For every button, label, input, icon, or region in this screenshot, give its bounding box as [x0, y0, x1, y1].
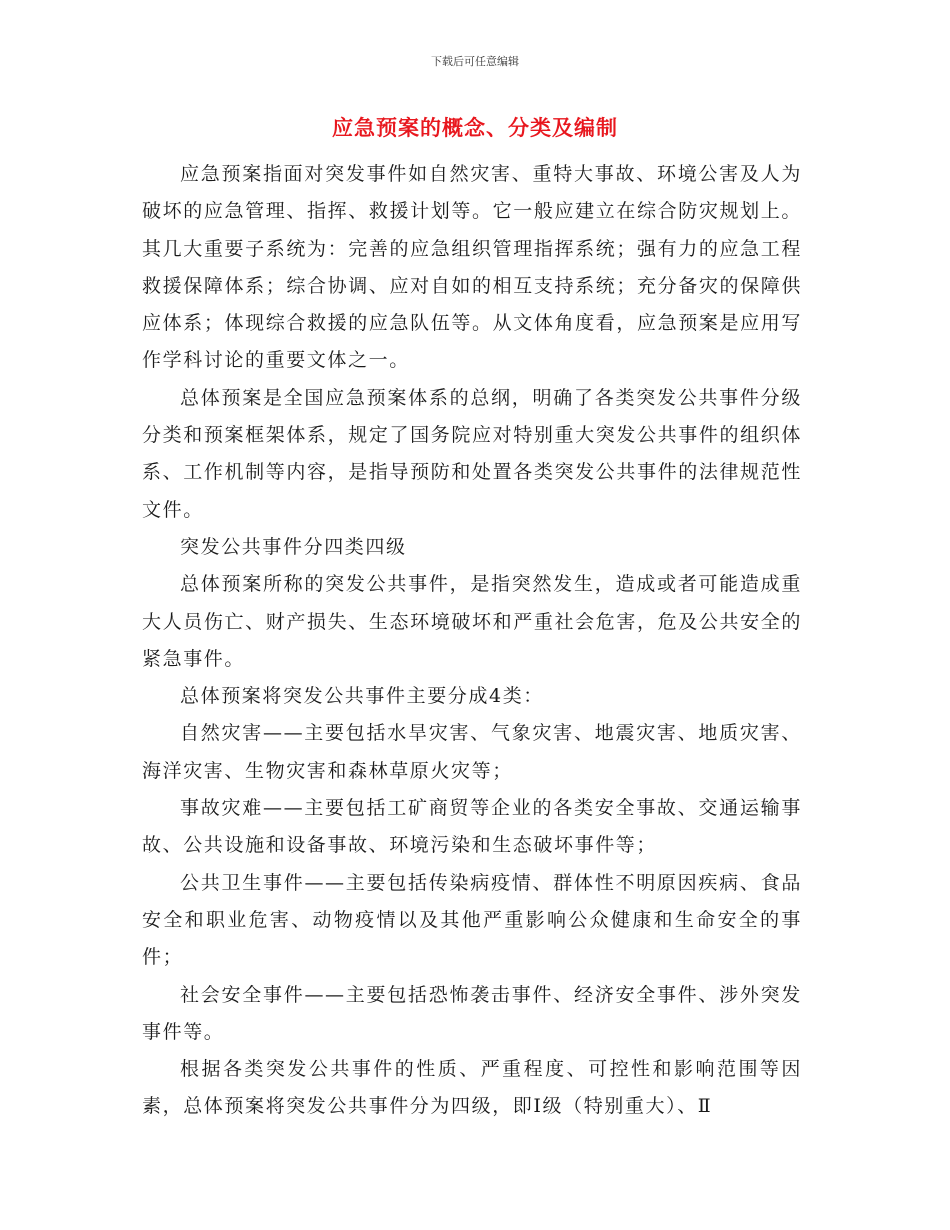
paragraph-event-definition: 总体预案所称的突发公共事件，是指突然发生，造成或者可能造成重大人员伤亡、财产损失、生态环境破坏和严重社会危害，危及公共安全的紧急事件。 [142, 573, 802, 670]
paragraph-overall-plan: 总体预案是全国应急预案体系的总纲，明确了各类突发公共事件分级分类和预案框架体系，规定了国务院应对特别重大突发公共事件的组织体系、工作机制等内容，是指导预防和处置各类突发公共事件的法律规范性文件。 [142, 386, 802, 521]
paragraph-natural-disasters: 自然灾害——主要包括水旱灾害、气象灾害、地震灾害、地质灾害、海洋灾害、生物灾害和森林草原火灾等； [142, 722, 802, 782]
paragraph-four-levels: 根据各类突发公共事件的性质、严重程度、可控性和影响范围等因素，总体预案将突发公共事件分为四级，即Ⅰ级（特别重大）、Ⅱ [142, 1058, 802, 1118]
document-body [142, 156, 802, 1126]
paragraph-subheading-classification: 突发公共事件分四类四级 [180, 535, 407, 558]
paragraph-public-health: 公共卫生事件——主要包括传染病疫情、群体性不明原因疾病、食品安全和职业危害、动物疫情以及其他严重影响公众健康和生命安全的事件； [142, 871, 802, 969]
paragraph-accidents: 事故灾难——主要包括工矿商贸等企业的各类安全事故、交通运输事故、公共设施和设备事故、环境污染和生态破坏事件等； [142, 797, 802, 857]
paragraph-social-security: 社会安全事件——主要包括恐怖袭击事件、经济安全事件、涉外突发事件等。 [142, 983, 802, 1043]
paragraph-four-categories: 总体预案将突发公共事件主要分成4类： [180, 685, 544, 708]
document-title: 应急预案的概念、分类及编制 [332, 116, 618, 140]
paragraph-definition: 应急预案指面对突发事件如自然灾害、重特大事故、环境公害及人为破坏的应急管理、指挥、救援计划等。它一般应建立在综合防灾规划上。其几大重要子系统为：完善的应急组织管理指挥系统；强有力的应急工程救援保障体系；综合协调、应对自如的相互支持系统；充分备灾的保障供应体系；体现综合救援的应急队伍等。从文体角度看，应急预案是应用写作学科讨论的重要文体之一。 [142, 163, 802, 372]
page-header-note: 下载后可任意编辑 [431, 55, 519, 68]
